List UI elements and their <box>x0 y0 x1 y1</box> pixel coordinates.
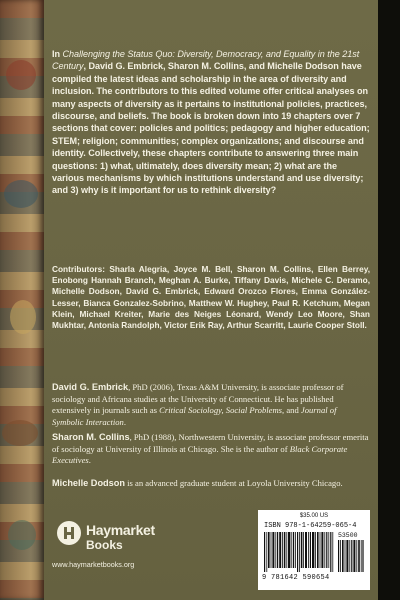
blurb-body: , David G. Embrick, Sharon M. Collins, and Michelle Dodson have compiled the latest ideas and scholarship in the area of diversity and inclusion. The contributors to this edited volume offer critical analyses on many aspects of diversity as it pertains to institutional policies, practices, discourse, and beliefs. The book is broken down into 19 chapters over 7 sections that cover: policies and politics; pedagogy and higher education; STEM; religion; communities; complex organizations; and discourse and identity. Collectively, these chapters contribute to answering three main questions: 1) what, ultimately, does diversity mean; 2) what are the various mechanisms by which institutions understand and use diversity; and 3) why is it important for us to rethink diversity? <box>52 61 370 196</box>
bio-text: . <box>88 455 91 466</box>
barcode-digits: 9 781642 590654 <box>262 574 330 582</box>
addon-barcode-icon <box>338 540 364 572</box>
author-name: Sharon M. Collins <box>52 432 130 442</box>
bio-text: , and <box>282 405 301 416</box>
bio-book: Black Corporate Executives <box>52 443 348 466</box>
price-label: $35.00 US <box>299 513 329 519</box>
bio-text: . <box>123 416 126 427</box>
book-title: Challenging the Status Quo: Diversity, Democracy, and Equality in the 21st Century <box>52 49 360 72</box>
author-name: Michelle Dodson <box>52 478 125 488</box>
contributors-list: Contributors: Sharla Alegria, Joyce M. Bell, Sharon M. Collins, Ellen Berrey, Enobong Hannah Branch, Meghan A. Burke, Tiffany Davis, Michele C. Deramo, Michelle Dodson, David G. Embrick, Edward Orozco Flores, Emma González-Lesser, Bianca Gonzalez-Sobrino, Matthew W. Hughey, Paul R. Ketchum, Megan Klein, Michael Kreiter, Marie des Neiges Léonard, Wendy Leo Moore, Shan Mukhtar, Antonia Randolph, Victor Erik Ray, Arthur Scarritt, Laurie Cooper Stoll. <box>52 264 370 331</box>
bio-text: is an advanced graduate student at Loyola University Chicago. <box>125 478 343 488</box>
haymarket-logo-icon <box>56 520 82 546</box>
publisher-sub: Books <box>86 538 123 552</box>
publisher-name: Haymarket <box>86 522 155 538</box>
publisher-logo <box>52 518 162 588</box>
bio-text: , PhD (2006), Texas A&M University, is associate professor of sociology and Africana studies at the University of Connecticut. He has published extensively in journals such as <box>52 382 344 416</box>
isbn-label: ISBN 978-1-64259-065-4 <box>264 522 357 530</box>
author-name: David G. Embrick <box>52 382 129 392</box>
decorative-art-strip <box>0 0 44 600</box>
spine-edge <box>378 0 400 600</box>
bio-journals: Critical Sociology, Social Problems <box>159 405 283 416</box>
price-code: 53500 <box>338 532 358 539</box>
barcode-bars-icon <box>264 532 334 572</box>
author-bio-embrick <box>52 382 370 428</box>
publisher-url[interactable]: www.haymarketbooks.org <box>52 560 135 569</box>
barcode-label <box>258 510 370 590</box>
bio-text: , PhD (1988), Northwestern University, is associate professor emerita of sociology at University of Illinois at Chicago. She is the author of <box>52 432 369 454</box>
blurb-lead: In <box>52 49 63 59</box>
author-bio-collins <box>52 432 370 467</box>
author-bio-dodson <box>52 478 370 490</box>
bio-journal: Journal of Symbolic Interaction <box>52 405 337 427</box>
book-description <box>52 48 370 197</box>
